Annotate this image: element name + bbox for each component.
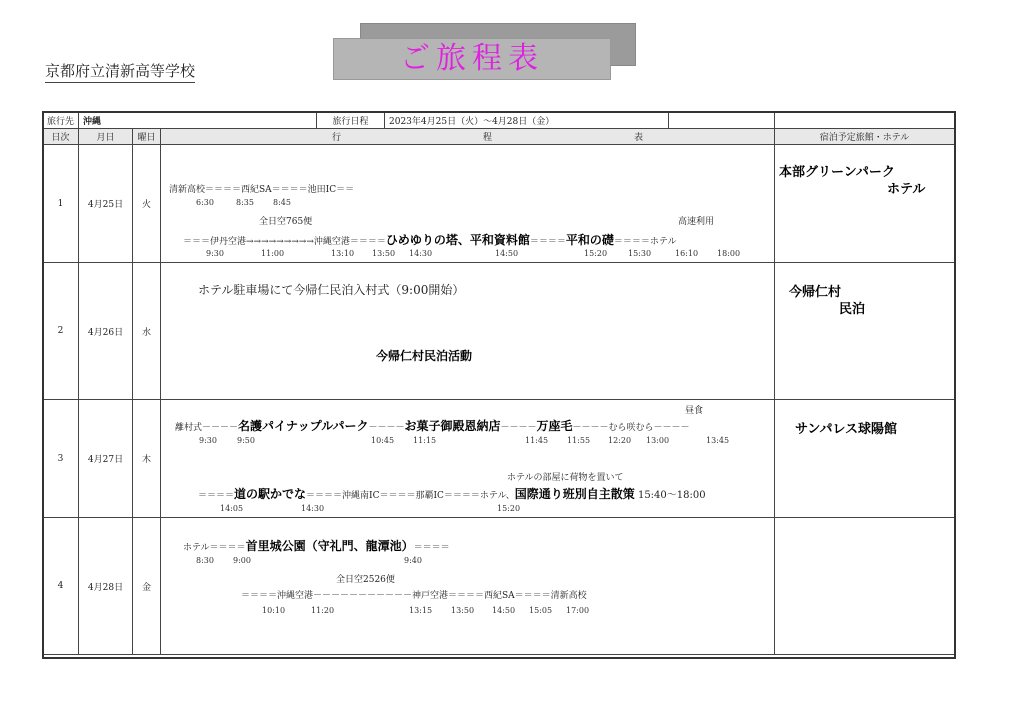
day-schedule [161,263,775,400]
time: 13:00 [646,436,670,445]
time: 11:55 [567,436,591,445]
col-schedule-char: 程 [482,133,492,143]
route-line: ＝＝＝＝道の駅かでな＝＝＝＝沖縄南IC＝＝＝＝那覇IC＝＝＝＝ホテル、国際通り班別自主散策 15:40～18:00 [198,487,706,501]
col-schedule [161,129,775,145]
col-schedule-char: 行 [331,133,341,143]
time: 15:20 [497,504,521,513]
day-number: 4 [43,518,79,655]
time: 13:50 [372,249,396,258]
day-date: 4月28日 [79,518,133,655]
hotel-name: ホテル [887,182,926,197]
day-number: 3 [43,400,79,518]
route-line: ＝＝＝伊丹空港→→→→→→→→→沖縄空港＝＝＝＝ひめゆりの塔、平和資料館＝＝＝＝平和の礎＝＝＝＝ホテル [183,233,677,247]
time: 15:30 [628,249,652,258]
day-date: 4月27日 [79,400,133,518]
day-number: 2 [43,263,79,400]
day-weekday: 水 [133,263,161,400]
time: 9:30 [206,249,224,258]
lunch-note: 昼食 [685,406,704,416]
day-weekday: 金 [133,518,161,655]
header-row [43,129,955,145]
time: 8:35 [236,198,254,207]
day-number: 1 [43,145,79,263]
time: 18:00 [717,249,741,258]
col-day: 日次 [43,129,79,145]
time: 9:00 [233,556,251,565]
time: 8:30 [196,556,214,565]
time: 15:05 [529,606,553,615]
time: 11:15 [413,436,437,445]
activity: 今帰仁村民泊活動 [376,349,473,363]
route-line: ＝＝＝＝沖縄空港－－－－－－－－－－－神戸空港＝＝＝＝西紀SA＝＝＝＝清新高校 [241,591,587,601]
time: 9:40 [404,556,422,565]
day-weekday: 木 [133,400,161,518]
time: 14:50 [492,606,516,615]
time: 11:00 [261,249,285,258]
time: 13:10 [331,249,355,258]
period-value: 2023年4月25日（火）～4月28日（金） [385,112,669,129]
day-schedule [161,145,775,263]
time: 6:30 [196,198,214,207]
col-schedule-char: 表 [633,133,643,143]
time: 15:20 [584,249,608,258]
time: 16:10 [675,249,699,258]
hotel-cell [775,145,955,263]
destination-label: 旅行先 [43,112,79,129]
col-hotel: 宿泊予定旅館・ホテル [775,129,955,145]
school-name: 京都府立清新高等学校 [45,60,195,83]
flight-note: 全日空765便 [259,217,313,227]
time: 10:10 [262,606,286,615]
time: 12:20 [608,436,632,445]
hotel-cell [775,518,955,655]
time: 17:00 [566,606,590,615]
hotel-name: サンパレス球陽館 [795,422,898,437]
time: 13:45 [706,436,730,445]
day-schedule [161,400,775,518]
time: 14:30 [301,504,325,513]
day-row [43,263,955,400]
time: 9:30 [199,436,217,445]
time: 11:45 [525,436,549,445]
hotel-name: 本部グリーンパーク [779,165,895,180]
route-line: ホテル＝＝＝＝首里城公園（守礼門、龍潭池）＝＝＝＝ [183,539,450,553]
hotel-cell [775,263,955,400]
info-row [43,112,955,129]
time: 8:45 [273,198,291,207]
time: 11:20 [311,606,335,615]
itinerary-table [42,111,955,655]
time: 13:15 [409,606,433,615]
day-date: 4月25日 [79,145,133,263]
schedule-line: ホテル駐車場にて今帰仁民泊入村式（9:00開始） [198,283,465,297]
time: 14:50 [495,249,519,258]
day-row [43,145,955,263]
time: 14:05 [220,504,244,513]
col-date: 月日 [79,129,133,145]
col-weekday: 曜日 [133,129,161,145]
time: 10:45 [371,436,395,445]
blank-cell [775,112,955,129]
day-weekday: 火 [133,145,161,263]
time: 14:30 [409,249,433,258]
note: ホテルの部屋に荷物を置いて [507,473,624,483]
page-title: ご旅程表 [333,38,611,80]
period-label: 旅行日程 [317,112,385,129]
day-row [43,518,955,655]
day-date: 4月26日 [79,263,133,400]
time: 9:50 [237,436,255,445]
destination-value: 沖縄 [79,112,317,129]
route-line: 離村式－－－－名護パイナップルパーク－－－－お菓子御殿恩納店－－－－万座毛－－－－むら咲むら－－－－ [175,419,690,433]
hotel-cell [775,400,955,518]
highway-note: 高速利用 [678,217,715,227]
flight-note: 全日空2526便 [336,575,395,585]
day-schedule [161,518,775,655]
hotel-name: 今帰仁村 [789,285,842,300]
blank-cell [669,112,775,129]
hotel-name: 民泊 [839,302,866,317]
time: 13:50 [451,606,475,615]
day-row [43,400,955,518]
route-line: 清新高校＝＝＝＝西紀SA＝＝＝＝池田IC＝＝ [169,185,355,195]
